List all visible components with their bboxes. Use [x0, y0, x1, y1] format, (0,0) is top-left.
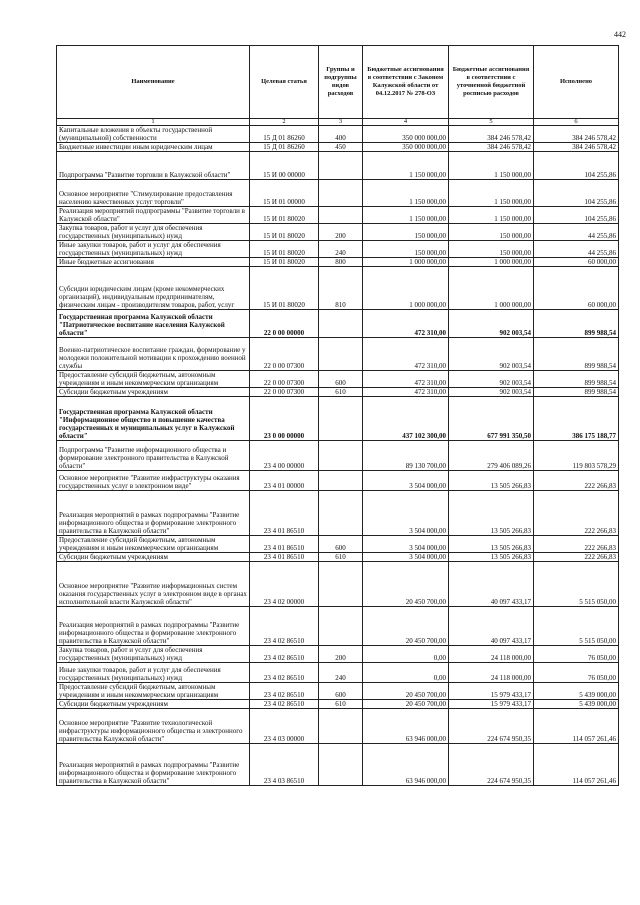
row-expense-group	[319, 709, 363, 744]
row-revised-amount: 15 979 433,17	[449, 683, 534, 700]
row-target-code: 23 4 01 86510	[250, 536, 319, 553]
table-row	[57, 562, 619, 607]
row-expense-group	[319, 471, 363, 491]
row-target-code: 23 4 02 86510	[250, 683, 319, 700]
row-executed-amount: 5 439 000,00	[534, 700, 619, 709]
row-law-amount: 89 130 700,00	[363, 441, 449, 471]
row-target-code: 23 4 02 86510	[250, 700, 319, 709]
row-name: Государственная программа Калужской области "Информационное общество и повышение качества государственных и муниципальных услуг в Калужской области"	[57, 397, 250, 441]
table-row	[57, 143, 619, 152]
row-revised-amount: 13 505 266,83	[449, 536, 534, 553]
row-revised-amount: 24 118 000,00	[449, 646, 534, 663]
table-row	[57, 663, 619, 683]
row-executed-amount: 104 255,86	[534, 207, 619, 224]
row-law-amount: 63 946 000,00	[363, 744, 449, 786]
row-revised-amount: 902 003,54	[449, 310, 534, 338]
row-name: Субсидии бюджетным учреждениям	[57, 700, 250, 709]
page-number: 442	[614, 30, 626, 39]
row-law-amount: 437 102 300,00	[363, 397, 449, 441]
row-name: Государственная программа Калужской области "Патриотическое воспитание населения Калужской области"	[57, 310, 250, 338]
row-law-amount: 472 310,00	[363, 371, 449, 388]
table-row	[57, 607, 619, 646]
row-target-code: 15 Д 01 86260	[250, 143, 319, 152]
row-law-amount: 0,00	[363, 663, 449, 683]
row-executed-amount: 5 439 000,00	[534, 683, 619, 700]
row-executed-amount: 76 050,00	[534, 646, 619, 663]
row-target-code: 23 0 00 00000	[250, 397, 319, 441]
row-target-code: 22 0 00 07300	[250, 388, 319, 397]
row-law-amount: 472 310,00	[363, 388, 449, 397]
row-executed-amount: 222 266,83	[534, 553, 619, 562]
row-revised-amount: 1 150 000,00	[449, 207, 534, 224]
table-row	[57, 744, 619, 786]
row-target-code: 23 4 03 86510	[250, 744, 319, 786]
row-target-code: 23 4 01 86510	[250, 553, 319, 562]
row-revised-amount: 13 505 266,83	[449, 553, 534, 562]
row-target-code: 23 4 00 00000	[250, 441, 319, 471]
table-row	[57, 258, 619, 267]
row-name: Иные закупки товаров, работ и услуг для обеспечения государственных (муниципальных) нужд	[57, 241, 250, 258]
row-law-amount: 20 450 700,00	[363, 683, 449, 700]
row-name: Военно-патриотическое воспитание граждан, формирование у молодежи положительной мотивации к прохождению военной службы	[57, 338, 250, 371]
row-revised-amount: 279 406 089,26	[449, 441, 534, 471]
row-expense-group: 450	[319, 143, 363, 152]
row-expense-group	[319, 607, 363, 646]
row-expense-group	[319, 180, 363, 207]
row-expense-group	[319, 744, 363, 786]
row-expense-group: 600	[319, 371, 363, 388]
table-row	[57, 207, 619, 224]
row-law-amount: 1 150 000,00	[363, 180, 449, 207]
row-executed-amount: 899 988,54	[534, 388, 619, 397]
row-name: Капитальные вложения в объекты государственной (муниципальной) собственности	[57, 126, 250, 143]
row-revised-amount: 384 246 578,42	[449, 126, 534, 143]
row-law-amount: 20 450 700,00	[363, 607, 449, 646]
row-law-amount: 472 310,00	[363, 338, 449, 371]
table-row	[57, 224, 619, 241]
row-law-amount: 150 000,00	[363, 241, 449, 258]
row-name: Основное мероприятие "Развитие информационных систем оказания государственных услуг в электронном виде в органах исполнительной власти Калужской области"	[57, 562, 250, 607]
header-target: Целевая статья	[250, 46, 319, 119]
row-target-code: 15 И 01 80020	[250, 224, 319, 241]
row-name: Реализация мероприятий в рамках подпрограммы "Развитие информационного общества и формирование электронного правительства в Калужской области"	[57, 491, 250, 536]
table-row	[57, 388, 619, 397]
row-executed-amount: 44 255,86	[534, 224, 619, 241]
budget-table	[56, 45, 619, 786]
table-header-row	[57, 46, 619, 119]
row-executed-amount: 104 255,86	[534, 180, 619, 207]
table-row	[57, 397, 619, 441]
table-row	[57, 180, 619, 207]
row-executed-amount: 222 266,83	[534, 491, 619, 536]
row-name: Основное мероприятие "Развитие инфраструктуры оказания государственных услуг в электронном виде"	[57, 471, 250, 491]
row-name: Предоставление субсидий бюджетным, автономным учреждениям и иным некоммерческим организациям	[57, 683, 250, 700]
row-expense-group: 240	[319, 663, 363, 683]
row-revised-amount: 902 003,54	[449, 371, 534, 388]
table-row	[57, 471, 619, 491]
row-revised-amount: 224 674 950,35	[449, 709, 534, 744]
row-target-code: 23 4 03 00000	[250, 709, 319, 744]
row-executed-amount: 899 988,54	[534, 310, 619, 338]
row-revised-amount: 224 674 950,35	[449, 744, 534, 786]
row-executed-amount: 899 988,54	[534, 371, 619, 388]
row-law-amount: 472 310,00	[363, 310, 449, 338]
row-expense-group: 610	[319, 388, 363, 397]
row-executed-amount: 114 057 261,46	[534, 744, 619, 786]
row-name: Основное мероприятие "Развитие технологической инфраструктуры информационного общества и электронного правительства Калужской области"	[57, 709, 250, 744]
table-body	[57, 126, 619, 786]
row-name: Реализация мероприятий подпрограммы "Развитие торговли в Калужской области"	[57, 207, 250, 224]
table-row	[57, 152, 619, 180]
row-target-code: 23 4 01 86510	[250, 491, 319, 536]
row-expense-group	[319, 152, 363, 180]
row-target-code: 15 И 01 80020	[250, 241, 319, 258]
table-row	[57, 709, 619, 744]
table-row	[57, 646, 619, 663]
row-target-code: 15 И 00 00000	[250, 152, 319, 180]
header-groups: Группы и подгруппы видов расходов	[319, 46, 363, 119]
row-target-code: 23 4 02 86510	[250, 663, 319, 683]
table-row	[57, 491, 619, 536]
row-expense-group: 200	[319, 646, 363, 663]
table-row	[57, 310, 619, 338]
table-row	[57, 700, 619, 709]
row-executed-amount: 114 057 261,46	[534, 709, 619, 744]
row-target-code: 23 4 02 86510	[250, 646, 319, 663]
row-name: Предоставление субсидий бюджетным, автономным учреждениям и иным некоммерческим организациям	[57, 371, 250, 388]
row-executed-amount: 60 000,00	[534, 258, 619, 267]
header-revised: Бюджетные ассигнования в соответствии с уточненной бюджетной росписью расходов	[449, 46, 534, 119]
row-executed-amount: 60 000,00	[534, 267, 619, 310]
row-name: Реализация мероприятий в рамках подпрограммы "Развитие информационного общества и формирование электронного правительства в Калужской области"	[57, 744, 250, 786]
row-executed-amount: 222 266,83	[534, 471, 619, 491]
row-revised-amount: 677 991 350,50	[449, 397, 534, 441]
row-target-code: 23 4 02 00000	[250, 562, 319, 607]
row-name: Субсидии бюджетным учреждениям	[57, 388, 250, 397]
row-law-amount: 1 150 000,00	[363, 152, 449, 180]
row-revised-amount: 1 150 000,00	[449, 152, 534, 180]
row-law-amount: 1 150 000,00	[363, 207, 449, 224]
row-law-amount: 20 450 700,00	[363, 562, 449, 607]
row-target-code: 22 0 00 07300	[250, 371, 319, 388]
row-expense-group: 200	[319, 224, 363, 241]
row-target-code: 15 И 01 80020	[250, 267, 319, 310]
row-name: Основное мероприятие "Стимулирование предоставления населению качественных услуг торговли"	[57, 180, 250, 207]
row-name: Закупка товаров, работ и услуг для обеспечения государственных (муниципальных) нужд	[57, 646, 250, 663]
row-expense-group: 600	[319, 536, 363, 553]
row-expense-group: 800	[319, 258, 363, 267]
row-revised-amount: 13 505 266,83	[449, 471, 534, 491]
row-name: Бюджетные инвестиции иным юридическим лицам	[57, 143, 250, 152]
row-revised-amount: 40 097 433,17	[449, 607, 534, 646]
row-expense-group: 610	[319, 553, 363, 562]
row-expense-group: 810	[319, 267, 363, 310]
table-row	[57, 371, 619, 388]
table-row	[57, 126, 619, 143]
row-target-code: 15 И 01 80020	[250, 207, 319, 224]
row-executed-amount: 899 988,54	[534, 338, 619, 371]
row-expense-group	[319, 491, 363, 536]
row-name: Предоставление субсидий бюджетным, автономным учреждениям и иным некоммерческим организациям	[57, 536, 250, 553]
header-executed: Исполнено	[534, 46, 619, 119]
row-executed-amount: 384 246 578,42	[534, 126, 619, 143]
row-name: Реализация мероприятий в рамках подпрограммы "Развитие информационного общества и формирование электронного правительства в Калужской области"	[57, 607, 250, 646]
table-row	[57, 683, 619, 700]
row-law-amount: 1 000 000,00	[363, 267, 449, 310]
row-target-code: 23 4 02 86510	[250, 607, 319, 646]
row-revised-amount: 24 118 000,00	[449, 663, 534, 683]
row-name: Закупка товаров, работ и услуг для обеспечения государственных (муниципальных) нужд	[57, 224, 250, 241]
row-target-code: 23 4 01 00000	[250, 471, 319, 491]
row-name: Иные бюджетные ассигнования	[57, 258, 250, 267]
header-law: Бюджетные ассигнования в соответствии с Законом Калужской области от 04.12.2017 № 278-ОЗ	[363, 46, 449, 119]
row-expense-group: 600	[319, 683, 363, 700]
row-target-code: 15 И 01 00000	[250, 180, 319, 207]
table-row	[57, 536, 619, 553]
row-target-code: 22 0 00 07300	[250, 338, 319, 371]
row-revised-amount: 902 003,54	[449, 338, 534, 371]
row-expense-group	[319, 338, 363, 371]
row-revised-amount: 15 979 433,17	[449, 700, 534, 709]
row-expense-group: 240	[319, 241, 363, 258]
row-revised-amount: 13 505 266,83	[449, 491, 534, 536]
row-executed-amount: 222 266,83	[534, 536, 619, 553]
row-law-amount: 3 504 000,00	[363, 536, 449, 553]
table-row	[57, 441, 619, 471]
column-number: 6	[534, 119, 619, 126]
row-expense-group	[319, 441, 363, 471]
row-revised-amount: 1 150 000,00	[449, 180, 534, 207]
row-law-amount: 63 946 000,00	[363, 709, 449, 744]
row-expense-group	[319, 397, 363, 441]
table-row	[57, 553, 619, 562]
column-number: 5	[449, 119, 534, 126]
row-executed-amount: 5 515 050,00	[534, 607, 619, 646]
row-executed-amount: 44 255,86	[534, 241, 619, 258]
row-name: Субсидии бюджетным учреждениям	[57, 553, 250, 562]
row-law-amount: 350 000 000,00	[363, 126, 449, 143]
row-executed-amount: 119 803 578,29	[534, 441, 619, 471]
row-expense-group	[319, 562, 363, 607]
row-law-amount: 350 000 000,00	[363, 143, 449, 152]
row-executed-amount: 5 515 050,00	[534, 562, 619, 607]
column-number: 3	[319, 119, 363, 126]
row-target-code: 22 0 00 00000	[250, 310, 319, 338]
row-target-code: 15 Д 01 86260	[250, 126, 319, 143]
row-revised-amount: 1 000 000,00	[449, 258, 534, 267]
row-revised-amount: 384 246 578,42	[449, 143, 534, 152]
row-revised-amount: 902 003,54	[449, 388, 534, 397]
row-name: Подпрограмма "Развитие информационного общества и формирование электронного правительства в Калужской области"	[57, 441, 250, 471]
row-expense-group: 400	[319, 126, 363, 143]
row-executed-amount: 104 255,86	[534, 152, 619, 180]
row-expense-group	[319, 310, 363, 338]
column-number: 1	[57, 119, 250, 126]
row-law-amount: 0,00	[363, 646, 449, 663]
row-law-amount: 150 000,00	[363, 224, 449, 241]
row-name: Иные закупки товаров, работ и услуг для обеспечения государственных (муниципальных) нужд	[57, 663, 250, 683]
row-law-amount: 20 450 700,00	[363, 700, 449, 709]
row-expense-group	[319, 207, 363, 224]
row-law-amount: 3 504 000,00	[363, 471, 449, 491]
row-law-amount: 3 504 000,00	[363, 491, 449, 536]
column-number: 4	[363, 119, 449, 126]
row-revised-amount: 40 097 433,17	[449, 562, 534, 607]
column-number-row	[57, 119, 619, 126]
row-revised-amount: 150 000,00	[449, 224, 534, 241]
row-name: Подпрограмма "Развитие торговли в Калужской области"	[57, 152, 250, 180]
row-executed-amount: 76 050,00	[534, 663, 619, 683]
row-executed-amount: 384 246 578,42	[534, 143, 619, 152]
table-row	[57, 267, 619, 310]
row-revised-amount: 150 000,00	[449, 241, 534, 258]
row-law-amount: 1 000 000,00	[363, 258, 449, 267]
header-name: Наименование	[57, 46, 250, 119]
table-row	[57, 241, 619, 258]
row-expense-group: 610	[319, 700, 363, 709]
row-revised-amount: 1 000 000,00	[449, 267, 534, 310]
row-executed-amount: 386 175 188,77	[534, 397, 619, 441]
row-target-code: 15 И 01 80020	[250, 258, 319, 267]
row-name: Субсидии юридическим лицам (кроме некоммерческих организаций), индивидуальным предпринимателям, физическим лицам - производителям товаров, работ, услуг	[57, 267, 250, 310]
row-law-amount: 3 504 000,00	[363, 553, 449, 562]
table-row	[57, 338, 619, 371]
column-number: 2	[250, 119, 319, 126]
